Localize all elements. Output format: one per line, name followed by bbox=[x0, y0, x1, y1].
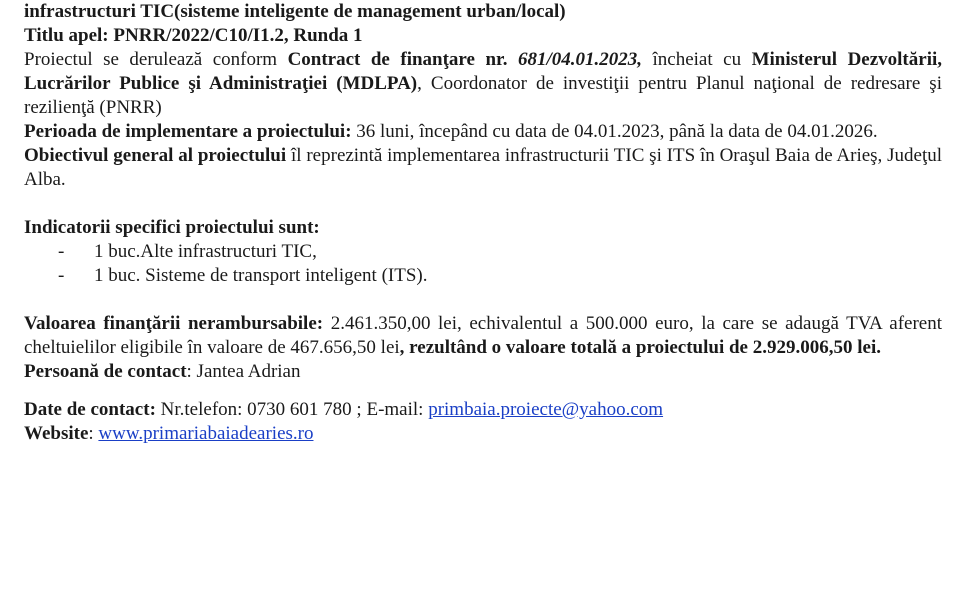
funding-total: , rezultând o valoare totală a proiectului de 2.929.006,50 lei. bbox=[399, 337, 881, 358]
objective-text: îl reprezintă implementarea infrastructurii TIC şi ITS în Oraşul Baia de Arieş, Judeţul Alba. bbox=[24, 145, 943, 190]
email-link[interactable]: primbaia.proiecte@yahoo.com bbox=[428, 399, 664, 420]
list-item: - 1 buc.Alte infrastructuri TIC, bbox=[58, 241, 317, 262]
objective-label: Obiectivul general al proiectului bbox=[24, 145, 287, 166]
objective-paragraph bbox=[24, 144, 942, 192]
contact-person-label: Persoană de contact bbox=[24, 361, 187, 382]
website-label: Website bbox=[24, 423, 89, 444]
period-text: 36 luni, începând cu data de 04.01.2023, până la data de 04.01.2026. bbox=[351, 121, 878, 142]
contract-number: 681/04.01.2023, bbox=[517, 49, 642, 70]
header-line: infrastructuri TIC(sisteme inteligente de management urban/local) bbox=[24, 1, 566, 22]
period-paragraph bbox=[24, 120, 942, 144]
period-label: Perioada de implementare a proiectului: bbox=[24, 121, 352, 142]
ministry-name: Ministerul Dezvoltării, Lucrărilor Publice şi Administraţiei (MDLPA) bbox=[24, 49, 943, 94]
funding-label: Valoarea finanţării nerambursabile: bbox=[24, 313, 324, 334]
indicators-title: Indicatorii specifici proiectului sunt: bbox=[24, 217, 320, 238]
call-title bbox=[24, 24, 942, 48]
contact-data-label: Date de contact: bbox=[24, 399, 156, 420]
funding-text: 2.461.350,00 lei, echivalentul a 500.000 euro, la care se adaugă TVA aferent cheltuielilor eligibile în valoare de 467.656,50 lei bbox=[24, 313, 942, 358]
website-line bbox=[24, 422, 942, 446]
contact-phone: Nr.telefon: 0730 601 780 ; E-mail: bbox=[155, 399, 429, 420]
contract-bold-1: Contract de finanţare nr. bbox=[287, 49, 518, 70]
indicator-1: 1 buc.Alte infrastructuri TIC, bbox=[94, 241, 317, 262]
call-label: Titlu apel: bbox=[24, 25, 109, 46]
contact-data bbox=[24, 398, 942, 422]
contract-text-3: , Coordonator de investiţii pentru Planul naţional de redresare şi rezilienţă (PNRR) bbox=[24, 73, 942, 118]
contract-text-1: Proiectul se derulează conform bbox=[24, 49, 288, 70]
funding-paragraph bbox=[24, 312, 942, 360]
contract-text-2: încheiat cu bbox=[642, 49, 752, 70]
indicators-list bbox=[24, 240, 942, 288]
contract-paragraph bbox=[24, 48, 942, 120]
contact-person bbox=[24, 360, 942, 384]
call-value: PNRR/2022/C10/I1.2, Runda 1 bbox=[113, 25, 363, 46]
document-page bbox=[24, 0, 942, 446]
list-item: - 1 buc. Sisteme de transport inteligent (ITS). bbox=[58, 265, 428, 286]
contact-person-value: : Jantea Adrian bbox=[186, 361, 301, 382]
website-link[interactable]: www.primariabaiadearies.ro bbox=[98, 423, 314, 444]
indicator-2: 1 buc. Sisteme de transport inteligent (ITS). bbox=[94, 265, 428, 286]
website-sep: : bbox=[88, 423, 99, 444]
